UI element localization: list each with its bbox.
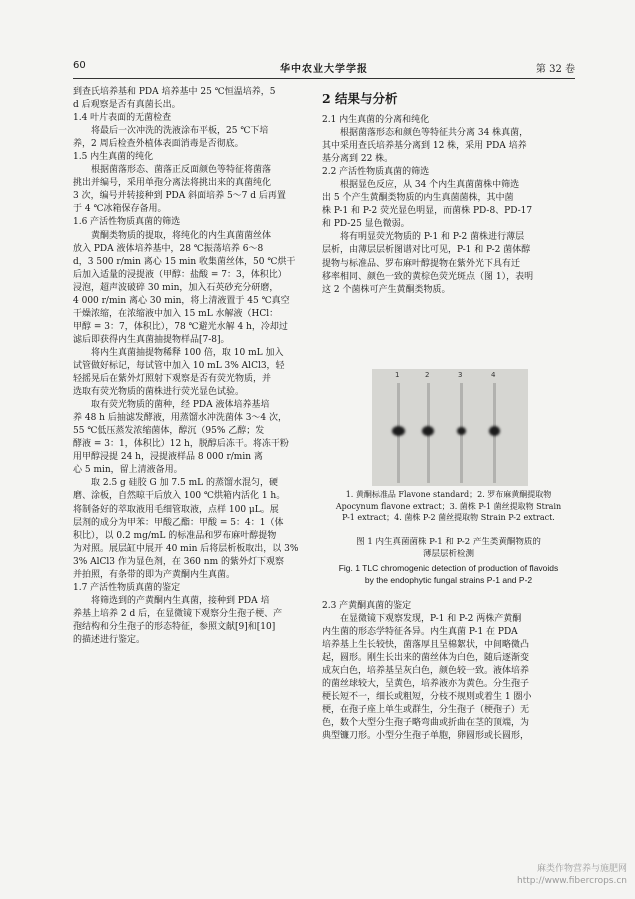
text-line: 1.6 产活性物质真菌的筛选 xyxy=(73,217,181,228)
text-line: 内生菌的形态学特征各异。内生真菌 P-1 在 PDA xyxy=(322,627,518,638)
text-line: 于 4 ℃冰箱保存备用。 xyxy=(73,204,167,215)
text-line: d 后观察是否有真菌长出。 xyxy=(73,100,181,111)
text-line: 磨、涂板，自然晾干后放入 100 ℃烘箱内活化 1 h。 xyxy=(73,491,286,502)
text-line: 黄酮类物质的提取，将纯化的内生真菌菌丝体 xyxy=(91,230,272,241)
text-line: 干燥浓缩，在浓缩液中加入 15 mL 水解液（HCl： xyxy=(73,308,279,319)
text-line: 甲醇 = 3：7，体积比），78 ℃避光水解 4 h，冷却过 xyxy=(73,321,288,332)
watermark-url: http://www.fibercrops.cn xyxy=(517,876,627,886)
text-line: 根据菌落形态、菌落正反面颜色等特征将菌落 xyxy=(91,165,272,176)
text-line: 1.7 产活性物质真菌的鉴定 xyxy=(73,582,181,593)
text-line: 基分离到 22 株。 xyxy=(322,154,394,165)
text-line: 滤后即获得内生真菌抽提物样品[7-8]。 xyxy=(73,334,230,345)
text-line: 心 5 min，留上清液备用。 xyxy=(73,465,183,476)
text-line: 积比），以 0.2 mg/mL 的标准品和罗布麻叶醇提物 xyxy=(73,530,277,541)
text-line: 将内生真菌抽提物稀释 100 倍，取 10 mL 加入 xyxy=(91,347,284,358)
text-line: 选取有荧光物质的菌株进行荧光显色试验。 xyxy=(73,387,245,398)
text-line: 用甲醇浸提 24 h，浸提液样品 8 000 r/min 离 xyxy=(73,452,263,463)
header-rule xyxy=(73,78,575,79)
section-heading: 2 结果与分析 xyxy=(322,91,398,106)
text-line: 典型镰刀形。小型分生孢子单胞，卵圆形或长圆形， xyxy=(322,731,530,742)
text-line: 3 次，编号并转接种到 PDA 斜面培养 5～7 d 后再置 xyxy=(73,191,286,202)
caption-line: 薄层层析检测 xyxy=(422,548,474,559)
text-line: 2.1 内生真菌的分离和纯化 xyxy=(322,115,430,125)
text-line: 将有明显荧光物质的 P-1 和 P-2 菌株进行薄层 xyxy=(340,232,525,243)
text-line: 成灰白色，培养基呈灰白色，颜色较一致。液体培养 xyxy=(322,666,530,677)
text-line: 将最后一次冲洗的洗液涂布平板，25 ℃下培 xyxy=(91,126,269,137)
caption-line: by the endophytic fungal strains P-1 and P-2 xyxy=(364,574,533,585)
text-line: 色，数个大型分生孢子略弯曲或折曲在茎的顶端，为 xyxy=(322,718,530,729)
text-line: 将制备好的萃取液用毛细管取液，点样 100 μL。展 xyxy=(73,504,279,515)
text-line: 1.5 内生真菌的纯化 xyxy=(73,152,154,163)
lane-label: 4 xyxy=(491,371,496,379)
caption-line: Apocynum flavone extract；3. 菌株 P-1 菌丝提取物 Strain xyxy=(335,501,562,511)
text-line: 3% AlCl3 作为显色剂，在 360 nm 的紫外灯下观察 xyxy=(73,556,284,567)
left-column xyxy=(73,86,309,647)
text-line: 2.2 产活性物质真菌的筛选 xyxy=(322,167,430,178)
volume-label: 第 32 卷 xyxy=(535,64,575,75)
text-line: 在显微镜下观察发现，P-1 和 P-2 两株产黄酮 xyxy=(340,614,522,625)
text-line: 到查氏培养基和 PDA 培养基中 25 ℃恒温培养，5 xyxy=(73,87,276,97)
text-line: 起，圆形。刚生长出来的菌丝体为白色，随后逐渐变 xyxy=(322,653,530,664)
tlc-spot xyxy=(422,426,434,436)
tlc-plate-figure xyxy=(372,369,528,486)
text-line: 培养基上生长较快，菌落厚且呈棉絮状，中间略微凸 xyxy=(322,640,530,651)
text-line: 根据显色反应，从 34 个内生真菌菌株中筛选 xyxy=(340,180,520,191)
lane-label: 3 xyxy=(458,371,463,379)
text-line: 的描述进行鉴定。 xyxy=(73,634,146,645)
text-line: 的菌丝球较大，呈黄色，培养液亦为黄色。分生孢子 xyxy=(322,679,530,690)
text-line: 55 ℃低压蒸发浓缩菌体，醇沉（95% 乙醇；发 xyxy=(73,426,265,437)
text-line: 4 000 r/min 离心 30 min，将上清液置于 45 ℃真空 xyxy=(73,295,290,306)
caption-line: 1. 黄酮标准品 Flavone standard；2. 罗布麻黄酮提取物 xyxy=(345,490,552,499)
right-column xyxy=(322,86,575,297)
text-line: 浸泡，超声波破碎 30 min，加入石英砂充分研磨， xyxy=(73,282,279,293)
text-line: 孢结构和分生孢子的形态特征，参照文献[9]和[10] xyxy=(73,621,276,632)
page-number: 60 xyxy=(73,60,86,71)
text-line: 并拍照，有条带的即为产黄酮内生真菌。 xyxy=(73,569,236,580)
caption-line: 图 1 内生真菌菌株 P-1 和 P-2 产生类黄酮物质的 xyxy=(356,537,541,547)
tlc-spot xyxy=(457,427,466,435)
text-line: 移率相同、颜色一致的黄棕色荧光斑点（图 1），表明 xyxy=(322,271,534,282)
text-line: d，3 500 r/min 离心 15 min 收集菌丝体，50 ℃烘干 xyxy=(73,256,296,267)
text-line: 梗长短不一，细长或粗短，分枝不规则或着生 1 圈小 xyxy=(322,692,532,703)
text-line: 梗，在孢子座上单生或群生，分生孢子（梗孢子）无 xyxy=(322,705,530,716)
text-line: 酵液 = 3：1，体积比）12 h，脱醇后冻干。将冻干粉 xyxy=(73,439,289,450)
text-line: 和 PD-25 显色微弱。 xyxy=(322,219,410,230)
text-line: 层剂的成分为甲苯：甲酸乙酯：甲酸 = 5：4：1（体 xyxy=(73,517,284,528)
text-line: 轻摇晃后在紫外灯照射下观察是否有荧光物质，并 xyxy=(73,374,272,385)
lane-label: 2 xyxy=(425,371,430,379)
figure-caption-chinese xyxy=(322,537,575,560)
text-line: 放入 PDA 液体培养基中，28 ℃振荡培养 6～8 xyxy=(73,243,264,254)
watermark-name: 麻类作物营养与施肥网 xyxy=(536,864,627,874)
text-line: 为对照。展层缸中展开 40 min 后将层析板取出，以 3% xyxy=(73,543,299,554)
text-line: 将筛选到的产黄酮内生真菌，接种到 PDA 培 xyxy=(91,595,270,606)
text-line: 挑出并编号，采用单孢分离法将挑出来的真菌纯化 xyxy=(73,178,272,189)
text-line: 取有荧光物质的菌种，经 PDA 液体培养基培 xyxy=(91,400,270,411)
running-header xyxy=(73,60,575,76)
right-column-text-lower xyxy=(322,600,575,744)
caption-line: Fig. 1 TLC chromogenic detection of production of flavoids xyxy=(338,563,559,573)
text-line: 养基上培养 2 d 后，在显微镜下观察分生孢子梗、产 xyxy=(73,608,283,619)
right-column-text xyxy=(322,114,575,297)
text-line: 层析，由薄层层析图谱对比可见，P-1 和 P-2 菌体醇 xyxy=(322,245,531,256)
tlc-spot xyxy=(489,426,500,436)
caption-line: P-1 extract；4. 菌株 P-2 菌丝提取物 Strain P-2 extract. xyxy=(342,513,555,522)
text-line: 提物与标准品、罗布麻叶醇提物在紫外光下具有迁 xyxy=(322,258,521,269)
text-line: 根据菌落形态和颜色等特征共分离 34 株真菌， xyxy=(340,128,529,139)
text-line: 其中采用查氏培养基分离到 12 株，采用 PDA 培养 xyxy=(322,141,527,152)
lane-label: 1 xyxy=(395,371,400,379)
text-line: 后加入适量的浸提液（甲醇：盐酸 = 7：3，体积比） xyxy=(73,269,287,280)
text-line: 养，2 周后检查外植体表面消毒是否彻底。 xyxy=(73,139,244,150)
tlc-spot xyxy=(392,426,405,436)
text-line: 养 48 h 后抽滤发酵液，用蒸馏水冲洗菌体 3～4 次， xyxy=(73,413,288,424)
text-line: 试管做好标记，每试管中加入 10 mL 3% AlCl3，轻 xyxy=(73,360,285,371)
text-line: 这 2 个菌株可产生黄酮类物质。 xyxy=(322,284,451,295)
watermark xyxy=(517,863,627,887)
text-line: 株 P-1 和 P-2 荧光显色明显，而菌株 PD-8、PD-17 xyxy=(322,206,533,217)
text-line: 1.4 叶片表面的无菌检查 xyxy=(73,113,172,124)
text-line: 取 2.5 g 硅胶 G 加 7.5 mL 的蒸馏水混匀，硬 xyxy=(91,478,278,489)
figure-legend xyxy=(322,489,575,524)
figure-caption-english xyxy=(322,563,575,586)
text-line: 2.3 产黄酮真菌的鉴定 xyxy=(322,601,412,611)
text-line: 出 5 个产生黄酮类物质的内生真菌菌株，其中菌 xyxy=(322,193,514,204)
journal-title: 华中农业大学学报 xyxy=(280,64,368,75)
